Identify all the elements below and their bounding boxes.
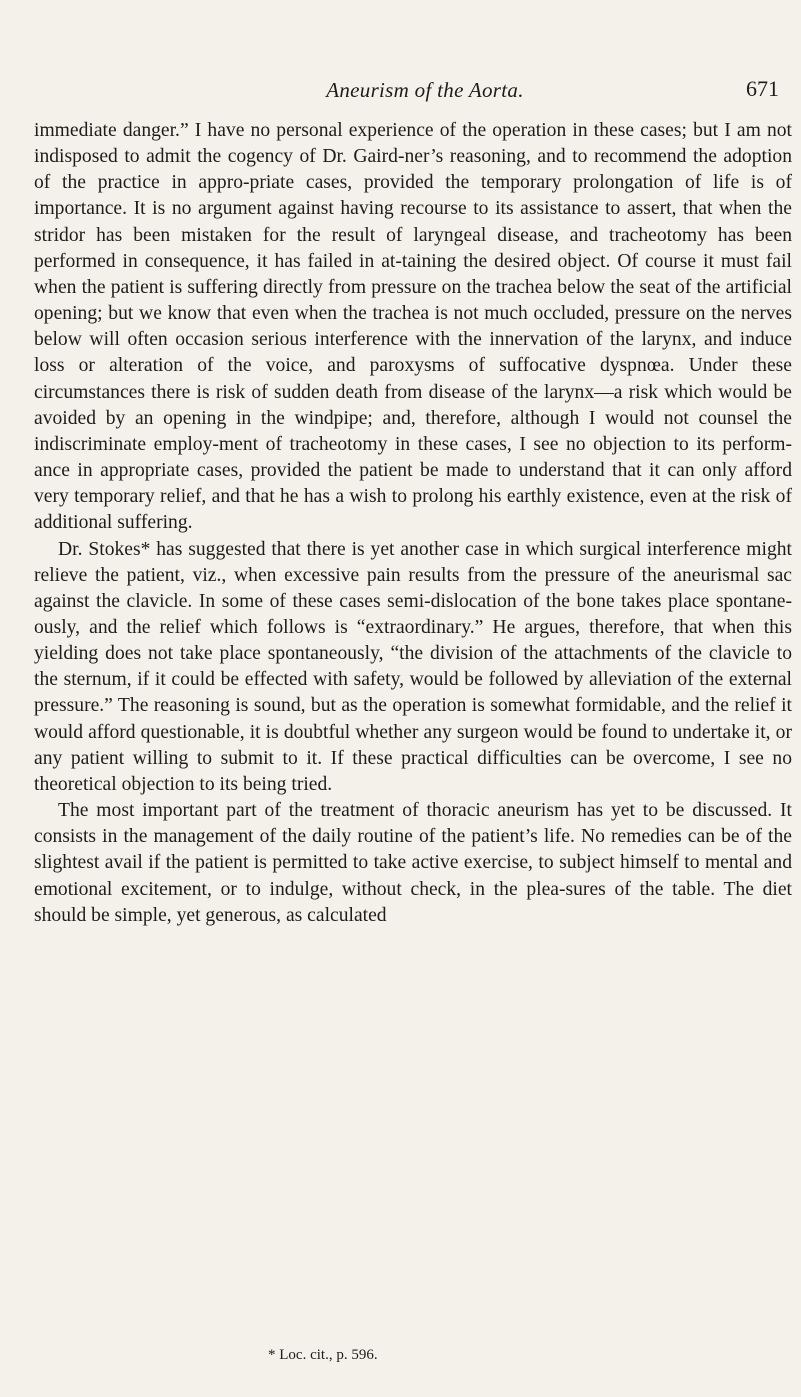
running-title: Aneurism of the Aorta.: [326, 78, 524, 102]
page-number: 671: [746, 76, 779, 101]
paragraph-treatment: The most important part of the treatment of thoracic aneurism has yet to be discussed. It consists in the management of the daily routine of the patient’s life. No remedies can be of the slightest avail if the patient is permitted to take active exercise, to subject himself to mental and emotional excitement, or to indulge, without check, in the plea-sures of the table. The diet should be simple, yet generous, as calculated: [34, 800, 792, 926]
paragraph-continued: immediate danger.” I have no personal experience of the operation in these cases; but I am not indisposed to admit the cogency of Dr. Gaird-ner’s reasoning, and to recommend the adoption of the practice in appro-priate cases, provided the temporary prolongation of life is of importance. It is no argument against having recourse to its assistance to assert, that when the stridor has been mistaken for the result of laryngeal disease, and tracheotomy has been performed in consequence, it has failed in at-taining the desired object. Of course it must fail when the patient is suffering directly from pressure on the trachea below the seat of the artificial opening; but we know that even when the trachea is not much occluded, pressure on the nerves below will often occasion serious interference with the innervation of the larynx, and induce loss or alteration of the voice, and paroxysms of suffocative dyspnœa. Under these circumstances there is risk of sudden death from disease of the larynx—a risk which would be avoided by an opening in the windpipe; and, therefore, although I would not counsel the indiscriminate employ-ment of tracheotomy in these cases, I see no objection to its perform-ance in appropriate cases, provided the patient be made to understand that it can only afford very temporary relief, and that he has a wish to prolong his earthly existence, even at the risk of additional suffering.: [34, 120, 792, 534]
paragraph-stokes: Dr. Stokes* has suggested that there is yet another case in which surgical interference might relieve the patient, viz., when excessive pain results from the pressure of the aneurismal sac against the clavicle. In some of these cases semi-dislocation of the bone takes place spontane-ously, and the relief which follows is “extraordinary.” He argues, therefore, that when this yielding does not take place spontaneously, “the division of the attachments of the clavicle to the sternum, if it could be effected with safety, would be followed by alleviation of the external pressure.” The reasoning is sound, but as the operation is somewhat formidable, and the relief it would afford questionable, it is doubtful whether any surgeon would be found to undertake it, or any patient willing to submit to it. If these practical difficulties can be overcome, I see no theoretical objection to its being tried.: [34, 538, 792, 795]
footnote: * Loc. cit., p. 596.: [268, 1347, 378, 1363]
body-text: [34, 118, 792, 929]
